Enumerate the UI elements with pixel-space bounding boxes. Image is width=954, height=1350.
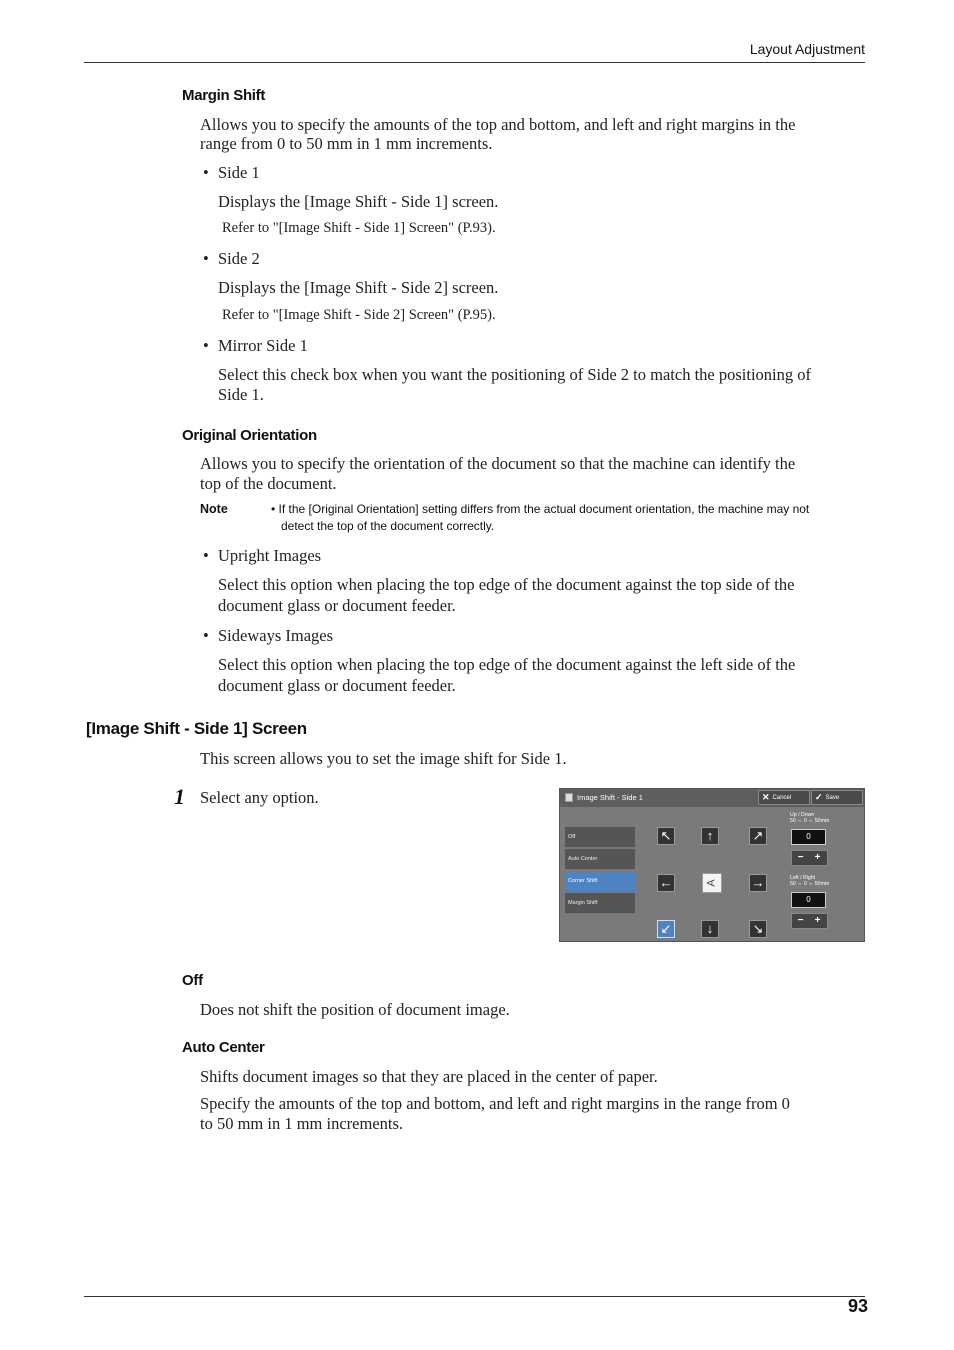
arrow-right-icon[interactable]: →	[749, 874, 767, 892]
arrow-down-left-icon[interactable]: ↙	[657, 920, 675, 938]
plus-button[interactable]: +	[814, 852, 821, 863]
auto-center-heading: Auto Center	[182, 1039, 265, 1056]
close-icon: ✕	[762, 792, 770, 802]
up-down-field[interactable]: 0	[791, 829, 826, 845]
sideways-label: Sideways Images	[218, 626, 334, 645]
off-heading: Off	[182, 972, 203, 989]
left-right-range: 50 ⇔ 0 ⇔ 50mm	[790, 881, 830, 887]
step-number: 1	[174, 784, 185, 809]
menu-item-corner-shift[interactable]: Corner Shift	[565, 871, 635, 892]
bullet-dot: •	[203, 546, 209, 565]
mirror-label: Mirror Side 1	[218, 336, 308, 355]
side2-label: Side 2	[218, 249, 260, 268]
note-label: Note	[200, 502, 228, 516]
arrow-down-right-icon[interactable]: ↘	[749, 920, 767, 938]
auto-center-desc2-1: Specify the amounts of the top and bottom, and left and right margins in the range from 0	[200, 1094, 790, 1113]
left-right-label: Left / Right	[790, 875, 816, 881]
bullet-dot: •	[203, 249, 209, 268]
margin-shift-intro-1: Allows you to specify the amounts of the top and bottom, and left and right margins in the	[200, 115, 796, 134]
margin-shift-intro-2: range from 0 to 50 mm in 1 mm increments.	[200, 134, 493, 153]
side1-ref[interactable]: Refer to "[Image Shift - Side 1] Screen" (P.93).	[222, 220, 496, 236]
left-right-field[interactable]: 0	[791, 892, 826, 908]
bullet-dot: •	[203, 163, 209, 182]
header-rule	[84, 62, 865, 63]
footer-rule	[84, 1296, 865, 1297]
document-center-icon	[702, 873, 722, 893]
running-header: Layout Adjustment	[749, 41, 865, 57]
auto-center-desc: Shifts document images so that they are placed in the center of paper.	[200, 1067, 658, 1086]
screen-title: Image Shift - Side 1	[577, 793, 643, 802]
menu-item-margin-shift[interactable]: Margin Shift	[565, 893, 635, 914]
upright-desc-1: Select this option when placing the top edge of the document against the top side of the	[218, 575, 795, 594]
screen-icon	[565, 793, 573, 802]
up-down-stepper[interactable]	[791, 850, 828, 866]
up-down-range: 50 ⇔ 0 ⇔ 50mm	[790, 818, 830, 824]
arrow-up-left-icon[interactable]: ↖	[657, 827, 675, 845]
save-label: Save	[825, 795, 840, 801]
minus-button[interactable]: −	[797, 915, 804, 926]
side1-label: Side 1	[218, 163, 260, 182]
mirror-desc-1: Select this check box when you want the positioning of Side 2 to match the positioning of	[218, 365, 811, 384]
step-text: Select any option.	[200, 788, 319, 807]
upright-desc-2: document glass or document feeder.	[218, 596, 456, 615]
page-number: 93	[847, 1296, 868, 1316]
center-glyph: A	[706, 879, 718, 887]
sideways-desc-2: document glass or document feeder.	[218, 676, 456, 695]
image-shift-heading: [Image Shift - Side 1] Screen	[86, 719, 307, 738]
left-right-stepper[interactable]	[791, 913, 828, 929]
bullet-dot: •	[203, 336, 209, 355]
cancel-button[interactable]	[758, 790, 810, 805]
up-down-label: Up / Down	[790, 812, 815, 818]
auto-center-desc2-2: to 50 mm in 1 mm increments.	[200, 1114, 404, 1133]
orientation-intro-2: top of the document.	[200, 474, 337, 493]
arrow-left-icon[interactable]: ←	[657, 874, 675, 892]
sideways-desc-1: Select this option when placing the top edge of the document against the left side of the	[218, 655, 796, 674]
side2-desc: Displays the [Image Shift - Side 2] screen.	[218, 278, 499, 297]
save-button[interactable]	[811, 790, 863, 805]
upright-label: Upright Images	[218, 546, 322, 565]
cancel-label: Cancel	[772, 795, 792, 801]
screen-titlebar	[560, 789, 864, 807]
note-text-2: detect the top of the document correctly.	[281, 519, 495, 533]
original-orientation-heading: Original Orientation	[182, 427, 317, 444]
off-desc: Does not shift the position of document image.	[200, 1000, 510, 1019]
image-shift-screen	[559, 788, 865, 942]
side1-desc: Displays the [Image Shift - Side 1] screen.	[218, 192, 499, 211]
side2-ref[interactable]: Refer to "[Image Shift - Side 2] Screen" (P.95).	[222, 307, 496, 323]
image-shift-intro: This screen allows you to set the image shift for Side 1.	[200, 749, 567, 768]
orientation-intro-1: Allows you to specify the orientation of the document so that the machine can identify the	[200, 454, 796, 473]
bullet-dot: •	[203, 626, 209, 645]
mirror-desc-2: Side 1.	[218, 385, 264, 404]
note-text-1: • If the [Original Orientation] setting differs from the actual document orientation, the machine may not	[271, 502, 810, 516]
arrow-down-icon[interactable]: ↓	[701, 920, 719, 938]
margin-shift-heading: Margin Shift	[182, 87, 266, 104]
menu-item-off[interactable]: Off	[565, 827, 635, 848]
arrow-up-icon[interactable]: ↑	[701, 827, 719, 845]
plus-button[interactable]: +	[814, 915, 821, 926]
check-icon: ✓	[815, 792, 823, 802]
minus-button[interactable]: −	[797, 852, 804, 863]
menu-item-auto-center[interactable]: Auto Center	[565, 849, 635, 870]
arrow-up-right-icon[interactable]: ↗	[749, 827, 767, 845]
